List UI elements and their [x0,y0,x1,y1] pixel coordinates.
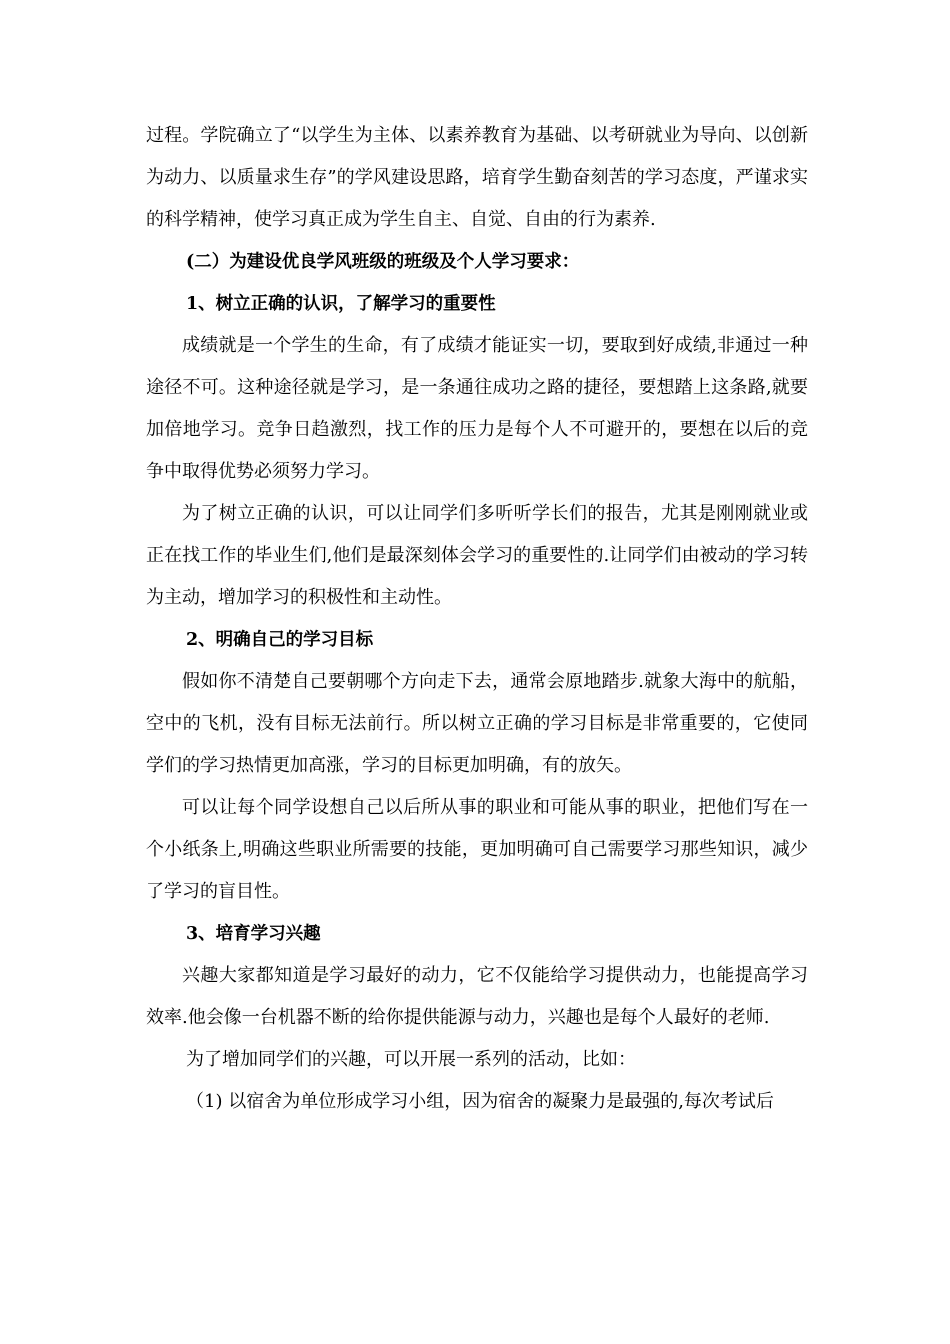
body-paragraph-4: 假如你不清楚自己要朝哪个方向走下去，通常会原地踏步.就象大海中的航船，空中的飞机，没有目标无法前行。所以树立正确的学习目标是非常重要的，它使同学们的学习热情更加高涨，学习的目标更加明确，有的放矢。 [146,671,808,776]
subsection-heading-1: 1、树立正确的认识，了解学习的重要性 [186,294,496,314]
subsection-heading-2: 2、明确自己的学习目标 [186,630,374,650]
body-paragraph-7: 为了增加同学们的兴趣，可以开展一系列的活动，比如： [186,1049,636,1070]
body-paragraph-1: 过程。学院确立了“以学生为主体、以素养教育为基础、以考研就业为导向、以创新为动力、以质量求生存”的学风建设思路，培育学生勤奋刻苦的学习态度，严谨求实的科学精神，使学习真正成为学生自主、自觉、自由的行为素养. [146,125,808,230]
subsection-heading-3: 3、培育学习兴趣 [186,924,321,944]
body-paragraph-3: 为了树立正确的认识，可以让同学们多听听学长们的报告，尤其是刚刚就业或正在找工作的毕业生们,他们是最深刻体会学习的重要性的.让同学们由被动的学习转为主动，增加学习的积极性和主动性。 [146,503,808,608]
body-paragraph-5: 可以让每个同学设想自己以后所从事的职业和可能从事的职业，把他们写在一个小纸条上,明确这些职业所需要的技能，更加明确可自己需要学习那些知识，减少了学习的盲目性。 [146,797,808,902]
body-paragraph-2: 成绩就是一个学生的生命，有了成绩才能证实一切，要取到好成绩,非通过一种途径不可。这种途径就是学习，是一条通往成功之路的捷径，要想踏上这条路,就要加倍地学习。竞争日趋激烈，找工作的压力是每个人不可避开的，要想在以后的竞争中取得优势必须努力学习。 [146,335,808,482]
list-item-1: （1) 以宿舍为单位形成学习小组，因为宿舍的凝聚力是最强的,每次考试后 [186,1091,774,1112]
body-paragraph-6: 兴趣大家都知道是学习最好的动力，它不仅能给学习提供动力，也能提高学习效率.他会像一台机器不断的给你提供能源与动力，兴趣也是每个人最好的老师. [146,965,808,1028]
section-heading-2: (二）为建设优良学风班级的班级及个人学习要求： [186,252,580,272]
document-body [146,115,808,1123]
